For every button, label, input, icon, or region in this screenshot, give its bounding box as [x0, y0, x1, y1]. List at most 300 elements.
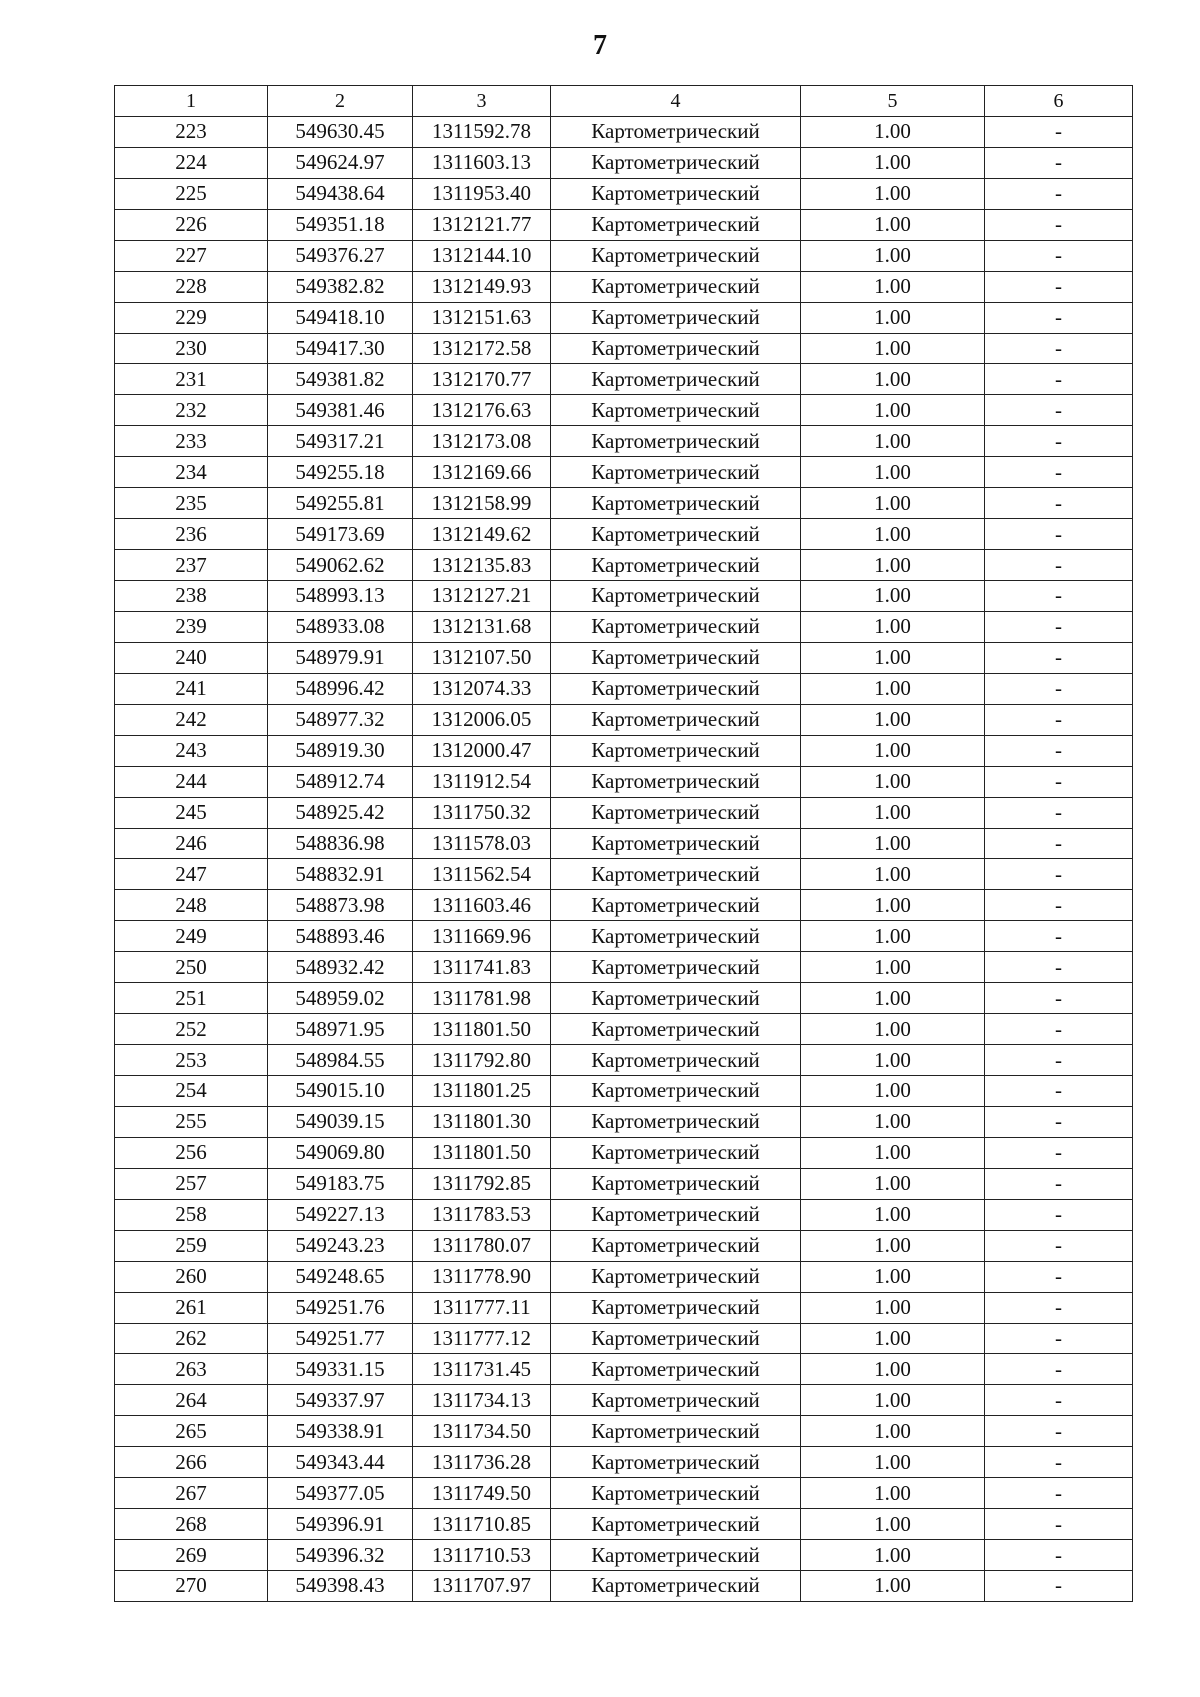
- table-row: [115, 426, 1133, 457]
- cell-point-number: 227: [115, 240, 268, 271]
- table-row: [115, 1478, 1133, 1509]
- table-row: [115, 1323, 1133, 1354]
- cell-x-coordinate: 549624.97: [268, 147, 413, 178]
- cell-method: Картометрический: [551, 209, 801, 240]
- table-row: [115, 147, 1133, 178]
- cell-note: -: [985, 426, 1133, 457]
- cell-x-coordinate: 549382.82: [268, 271, 413, 302]
- cell-accuracy: 1.00: [801, 983, 985, 1014]
- cell-method: Картометрический: [551, 1416, 801, 1447]
- cell-method: Картометрический: [551, 550, 801, 581]
- cell-accuracy: 1.00: [801, 921, 985, 952]
- cell-x-coordinate: 549396.91: [268, 1509, 413, 1540]
- table-row: [115, 611, 1133, 642]
- cell-x-coordinate: 549015.10: [268, 1076, 413, 1107]
- cell-x-coordinate: 548996.42: [268, 673, 413, 704]
- table-row: [115, 952, 1133, 983]
- table-row: [115, 550, 1133, 581]
- cell-method: Картометрический: [551, 704, 801, 735]
- cell-accuracy: 1.00: [801, 797, 985, 828]
- cell-y-coordinate: 1311592.78: [413, 116, 551, 147]
- cell-y-coordinate: 1311953.40: [413, 178, 551, 209]
- cell-method: Картометрический: [551, 1292, 801, 1323]
- cell-note: -: [985, 1354, 1133, 1385]
- cell-note: -: [985, 209, 1133, 240]
- cell-method: Картометрический: [551, 519, 801, 550]
- cell-point-number: 230: [115, 333, 268, 364]
- table-row: [115, 1292, 1133, 1323]
- cell-method: Картометрический: [551, 1168, 801, 1199]
- cell-method: Картометрический: [551, 611, 801, 642]
- cell-note: -: [985, 1168, 1133, 1199]
- cell-method: Картометрический: [551, 581, 801, 612]
- cell-point-number: 233: [115, 426, 268, 457]
- cell-point-number: 256: [115, 1137, 268, 1168]
- cell-method: Картометрический: [551, 333, 801, 364]
- cell-method: Картометрический: [551, 426, 801, 457]
- cell-method: Картометрический: [551, 1478, 801, 1509]
- cell-x-coordinate: 549396.32: [268, 1540, 413, 1571]
- table-row: [115, 519, 1133, 550]
- cell-accuracy: 1.00: [801, 302, 985, 333]
- cell-method: Картометрический: [551, 1571, 801, 1602]
- cell-accuracy: 1.00: [801, 735, 985, 766]
- cell-method: Картометрический: [551, 1509, 801, 1540]
- table-row: [115, 673, 1133, 704]
- cell-point-number: 249: [115, 921, 268, 952]
- cell-method: Картометрический: [551, 457, 801, 488]
- cell-point-number: 250: [115, 952, 268, 983]
- cell-method: Картометрический: [551, 1385, 801, 1416]
- cell-y-coordinate: 1312131.68: [413, 611, 551, 642]
- cell-point-number: 226: [115, 209, 268, 240]
- column-header-5: 5: [801, 86, 985, 117]
- cell-accuracy: 1.00: [801, 209, 985, 240]
- cell-note: -: [985, 1199, 1133, 1230]
- table-row: [115, 333, 1133, 364]
- table-row: [115, 1137, 1133, 1168]
- cell-accuracy: 1.00: [801, 550, 985, 581]
- table-row: [115, 735, 1133, 766]
- cell-note: -: [985, 890, 1133, 921]
- cell-y-coordinate: 1312107.50: [413, 642, 551, 673]
- cell-accuracy: 1.00: [801, 1478, 985, 1509]
- cell-note: -: [985, 147, 1133, 178]
- cell-point-number: 261: [115, 1292, 268, 1323]
- cell-note: -: [985, 704, 1133, 735]
- cell-x-coordinate: 548979.91: [268, 642, 413, 673]
- table-header: [115, 86, 1133, 117]
- cell-x-coordinate: 549418.10: [268, 302, 413, 333]
- table-row: [115, 1385, 1133, 1416]
- cell-x-coordinate: 549438.64: [268, 178, 413, 209]
- cell-y-coordinate: 1311912.54: [413, 766, 551, 797]
- cell-method: Картометрический: [551, 240, 801, 271]
- cell-x-coordinate: 549381.82: [268, 364, 413, 395]
- cell-point-number: 259: [115, 1230, 268, 1261]
- cell-note: -: [985, 178, 1133, 209]
- cell-point-number: 235: [115, 488, 268, 519]
- cell-note: -: [985, 859, 1133, 890]
- cell-y-coordinate: 1312135.83: [413, 550, 551, 581]
- cell-point-number: 251: [115, 983, 268, 1014]
- table-row: [115, 1416, 1133, 1447]
- cell-y-coordinate: 1312170.77: [413, 364, 551, 395]
- cell-point-number: 228: [115, 271, 268, 302]
- table-row: [115, 1014, 1133, 1045]
- table-row: [115, 766, 1133, 797]
- cell-note: -: [985, 952, 1133, 983]
- cell-x-coordinate: 548971.95: [268, 1014, 413, 1045]
- cell-method: Картометрический: [551, 147, 801, 178]
- cell-y-coordinate: 1311562.54: [413, 859, 551, 890]
- table-row: [115, 395, 1133, 426]
- cell-note: -: [985, 673, 1133, 704]
- cell-note: -: [985, 611, 1133, 642]
- cell-x-coordinate: 548925.42: [268, 797, 413, 828]
- cell-y-coordinate: 1311578.03: [413, 828, 551, 859]
- cell-accuracy: 1.00: [801, 1509, 985, 1540]
- cell-point-number: 242: [115, 704, 268, 735]
- cell-x-coordinate: 548932.42: [268, 952, 413, 983]
- cell-point-number: 237: [115, 550, 268, 581]
- column-header-1: 1: [115, 86, 268, 117]
- cell-note: -: [985, 395, 1133, 426]
- cell-y-coordinate: 1311707.97: [413, 1571, 551, 1602]
- cell-accuracy: 1.00: [801, 333, 985, 364]
- cell-accuracy: 1.00: [801, 1354, 985, 1385]
- cell-point-number: 253: [115, 1045, 268, 1076]
- cell-point-number: 232: [115, 395, 268, 426]
- cell-y-coordinate: 1311750.32: [413, 797, 551, 828]
- cell-y-coordinate: 1311710.53: [413, 1540, 551, 1571]
- cell-accuracy: 1.00: [801, 1540, 985, 1571]
- cell-y-coordinate: 1311783.53: [413, 1199, 551, 1230]
- column-header-3: 3: [413, 86, 551, 117]
- cell-accuracy: 1.00: [801, 364, 985, 395]
- cell-method: Картометрический: [551, 1137, 801, 1168]
- cell-accuracy: 1.00: [801, 1416, 985, 1447]
- table-row: [115, 890, 1133, 921]
- cell-x-coordinate: 549255.81: [268, 488, 413, 519]
- cell-y-coordinate: 1311734.13: [413, 1385, 551, 1416]
- cell-note: -: [985, 983, 1133, 1014]
- table-row: [115, 581, 1133, 612]
- cell-x-coordinate: 549398.43: [268, 1571, 413, 1602]
- table-row: [115, 364, 1133, 395]
- cell-point-number: 270: [115, 1571, 268, 1602]
- table-row: [115, 704, 1133, 735]
- cell-method: Картометрический: [551, 1106, 801, 1137]
- table-row: [115, 240, 1133, 271]
- cell-point-number: 263: [115, 1354, 268, 1385]
- cell-point-number: 254: [115, 1076, 268, 1107]
- cell-note: -: [985, 457, 1133, 488]
- cell-note: -: [985, 1323, 1133, 1354]
- cell-method: Картометрический: [551, 1199, 801, 1230]
- cell-accuracy: 1.00: [801, 611, 985, 642]
- cell-note: -: [985, 1571, 1133, 1602]
- cell-point-number: 224: [115, 147, 268, 178]
- table-row: [115, 1261, 1133, 1292]
- cell-accuracy: 1.00: [801, 1168, 985, 1199]
- cell-y-coordinate: 1312172.58: [413, 333, 551, 364]
- cell-note: -: [985, 364, 1133, 395]
- cell-accuracy: 1.00: [801, 240, 985, 271]
- cell-x-coordinate: 549337.97: [268, 1385, 413, 1416]
- cell-accuracy: 1.00: [801, 178, 985, 209]
- cell-y-coordinate: 1311603.46: [413, 890, 551, 921]
- cell-note: -: [985, 828, 1133, 859]
- cell-method: Картометрический: [551, 364, 801, 395]
- header-row: [115, 86, 1133, 117]
- cell-y-coordinate: 1311777.11: [413, 1292, 551, 1323]
- cell-x-coordinate: 548893.46: [268, 921, 413, 952]
- cell-point-number: 268: [115, 1509, 268, 1540]
- cell-accuracy: 1.00: [801, 1447, 985, 1478]
- cell-accuracy: 1.00: [801, 704, 985, 735]
- cell-x-coordinate: 548959.02: [268, 983, 413, 1014]
- cell-y-coordinate: 1311777.12: [413, 1323, 551, 1354]
- cell-accuracy: 1.00: [801, 766, 985, 797]
- cell-point-number: 247: [115, 859, 268, 890]
- cell-point-number: 255: [115, 1106, 268, 1137]
- cell-note: -: [985, 240, 1133, 271]
- column-header-2: 2: [268, 86, 413, 117]
- cell-method: Картометрический: [551, 642, 801, 673]
- table-row: [115, 983, 1133, 1014]
- table-row: [115, 1447, 1133, 1478]
- cell-x-coordinate: 549251.77: [268, 1323, 413, 1354]
- cell-note: -: [985, 581, 1133, 612]
- table-row: [115, 1230, 1133, 1261]
- cell-method: Картометрический: [551, 302, 801, 333]
- cell-accuracy: 1.00: [801, 426, 985, 457]
- cell-y-coordinate: 1311780.07: [413, 1230, 551, 1261]
- cell-point-number: 236: [115, 519, 268, 550]
- cell-note: -: [985, 735, 1133, 766]
- cell-accuracy: 1.00: [801, 673, 985, 704]
- cell-method: Картометрический: [551, 178, 801, 209]
- cell-y-coordinate: 1312173.08: [413, 426, 551, 457]
- cell-point-number: 240: [115, 642, 268, 673]
- cell-x-coordinate: 548919.30: [268, 735, 413, 766]
- cell-x-coordinate: 549062.62: [268, 550, 413, 581]
- table-row: [115, 302, 1133, 333]
- cell-accuracy: 1.00: [801, 581, 985, 612]
- cell-note: -: [985, 1076, 1133, 1107]
- cell-point-number: 241: [115, 673, 268, 704]
- cell-method: Картометрический: [551, 1323, 801, 1354]
- cell-note: -: [985, 1137, 1133, 1168]
- cell-note: -: [985, 302, 1133, 333]
- table-row: [115, 178, 1133, 209]
- cell-y-coordinate: 1311669.96: [413, 921, 551, 952]
- cell-point-number: 252: [115, 1014, 268, 1045]
- cell-x-coordinate: 549255.18: [268, 457, 413, 488]
- cell-y-coordinate: 1312158.99: [413, 488, 551, 519]
- cell-x-coordinate: 549338.91: [268, 1416, 413, 1447]
- cell-x-coordinate: 549331.15: [268, 1354, 413, 1385]
- cell-x-coordinate: 549248.65: [268, 1261, 413, 1292]
- cell-x-coordinate: 549376.27: [268, 240, 413, 271]
- cell-method: Картометрический: [551, 488, 801, 519]
- cell-x-coordinate: 548984.55: [268, 1045, 413, 1076]
- cell-note: -: [985, 1014, 1133, 1045]
- cell-accuracy: 1.00: [801, 116, 985, 147]
- cell-x-coordinate: 549343.44: [268, 1447, 413, 1478]
- cell-accuracy: 1.00: [801, 1199, 985, 1230]
- cell-point-number: 264: [115, 1385, 268, 1416]
- coordinates-table: [114, 85, 1133, 1602]
- cell-point-number: 248: [115, 890, 268, 921]
- cell-method: Картометрический: [551, 952, 801, 983]
- table-row: [115, 1354, 1133, 1385]
- cell-point-number: 266: [115, 1447, 268, 1478]
- cell-point-number: 225: [115, 178, 268, 209]
- cell-point-number: 231: [115, 364, 268, 395]
- cell-accuracy: 1.00: [801, 1385, 985, 1416]
- cell-point-number: 267: [115, 1478, 268, 1509]
- cell-x-coordinate: 549183.75: [268, 1168, 413, 1199]
- cell-note: -: [985, 1292, 1133, 1323]
- cell-y-coordinate: 1311736.28: [413, 1447, 551, 1478]
- table-row: [115, 1571, 1133, 1602]
- table-row: [115, 1045, 1133, 1076]
- cell-y-coordinate: 1312000.47: [413, 735, 551, 766]
- cell-accuracy: 1.00: [801, 1137, 985, 1168]
- cell-accuracy: 1.00: [801, 828, 985, 859]
- cell-note: -: [985, 333, 1133, 364]
- cell-y-coordinate: 1311731.45: [413, 1354, 551, 1385]
- cell-method: Картометрический: [551, 766, 801, 797]
- table-row: [115, 1540, 1133, 1571]
- table-row: [115, 488, 1133, 519]
- cell-method: Картометрический: [551, 1354, 801, 1385]
- cell-note: -: [985, 766, 1133, 797]
- cell-x-coordinate: 549381.46: [268, 395, 413, 426]
- cell-note: -: [985, 1509, 1133, 1540]
- cell-point-number: 262: [115, 1323, 268, 1354]
- cell-y-coordinate: 1312149.62: [413, 519, 551, 550]
- cell-point-number: 258: [115, 1199, 268, 1230]
- cell-note: -: [985, 519, 1133, 550]
- cell-note: -: [985, 921, 1133, 952]
- cell-y-coordinate: 1311603.13: [413, 147, 551, 178]
- cell-note: -: [985, 1106, 1133, 1137]
- cell-accuracy: 1.00: [801, 1045, 985, 1076]
- cell-note: -: [985, 116, 1133, 147]
- cell-method: Картометрический: [551, 983, 801, 1014]
- cell-method: Картометрический: [551, 921, 801, 952]
- cell-y-coordinate: 1312149.93: [413, 271, 551, 302]
- cell-note: -: [985, 1261, 1133, 1292]
- cell-x-coordinate: 548832.91: [268, 859, 413, 890]
- cell-y-coordinate: 1312127.21: [413, 581, 551, 612]
- cell-method: Картометрический: [551, 271, 801, 302]
- cell-point-number: 243: [115, 735, 268, 766]
- cell-y-coordinate: 1312121.77: [413, 209, 551, 240]
- cell-method: Картометрический: [551, 1045, 801, 1076]
- cell-y-coordinate: 1311801.50: [413, 1014, 551, 1045]
- cell-note: -: [985, 1230, 1133, 1261]
- cell-x-coordinate: 549351.18: [268, 209, 413, 240]
- table-row: [115, 457, 1133, 488]
- cell-method: Картометрический: [551, 1014, 801, 1045]
- cell-y-coordinate: 1312176.63: [413, 395, 551, 426]
- cell-note: -: [985, 797, 1133, 828]
- cell-method: Картометрический: [551, 673, 801, 704]
- page-number: 7: [593, 30, 607, 61]
- table-row: [115, 859, 1133, 890]
- cell-note: -: [985, 1045, 1133, 1076]
- cell-accuracy: 1.00: [801, 271, 985, 302]
- cell-x-coordinate: 549377.05: [268, 1478, 413, 1509]
- cell-y-coordinate: 1312169.66: [413, 457, 551, 488]
- table-row: [115, 271, 1133, 302]
- cell-y-coordinate: 1311778.90: [413, 1261, 551, 1292]
- cell-note: -: [985, 271, 1133, 302]
- table-row: [115, 1076, 1133, 1107]
- table-row: [115, 1509, 1133, 1540]
- table-body: [115, 116, 1133, 1601]
- cell-accuracy: 1.00: [801, 1106, 985, 1137]
- cell-accuracy: 1.00: [801, 519, 985, 550]
- cell-y-coordinate: 1311710.85: [413, 1509, 551, 1540]
- cell-x-coordinate: 549039.15: [268, 1106, 413, 1137]
- cell-accuracy: 1.00: [801, 147, 985, 178]
- cell-point-number: 238: [115, 581, 268, 612]
- cell-x-coordinate: 549630.45: [268, 116, 413, 147]
- cell-x-coordinate: 548873.98: [268, 890, 413, 921]
- cell-y-coordinate: 1311801.30: [413, 1106, 551, 1137]
- cell-accuracy: 1.00: [801, 1014, 985, 1045]
- cell-y-coordinate: 1311741.83: [413, 952, 551, 983]
- cell-x-coordinate: 548993.13: [268, 581, 413, 612]
- cell-accuracy: 1.00: [801, 1292, 985, 1323]
- cell-note: -: [985, 1478, 1133, 1509]
- cell-method: Картометрический: [551, 859, 801, 890]
- table-row: [115, 921, 1133, 952]
- cell-y-coordinate: 1311734.50: [413, 1416, 551, 1447]
- cell-y-coordinate: 1311801.50: [413, 1137, 551, 1168]
- cell-method: Картометрический: [551, 116, 801, 147]
- cell-accuracy: 1.00: [801, 859, 985, 890]
- table-row: [115, 116, 1133, 147]
- cell-x-coordinate: 549251.76: [268, 1292, 413, 1323]
- cell-x-coordinate: 548912.74: [268, 766, 413, 797]
- table-row: [115, 828, 1133, 859]
- cell-note: -: [985, 642, 1133, 673]
- cell-point-number: 260: [115, 1261, 268, 1292]
- cell-x-coordinate: 548836.98: [268, 828, 413, 859]
- cell-method: Картометрический: [551, 1540, 801, 1571]
- cell-x-coordinate: 549317.21: [268, 426, 413, 457]
- column-header-4: 4: [551, 86, 801, 117]
- cell-method: Картометрический: [551, 890, 801, 921]
- table-row: [115, 1106, 1133, 1137]
- column-header-6: 6: [985, 86, 1133, 117]
- cell-y-coordinate: 1311781.98: [413, 983, 551, 1014]
- cell-method: Картометрический: [551, 735, 801, 766]
- cell-y-coordinate: 1312006.05: [413, 704, 551, 735]
- cell-method: Картометрический: [551, 1261, 801, 1292]
- cell-accuracy: 1.00: [801, 457, 985, 488]
- cell-note: -: [985, 1540, 1133, 1571]
- cell-point-number: 246: [115, 828, 268, 859]
- cell-point-number: 269: [115, 1540, 268, 1571]
- cell-method: Картометрический: [551, 828, 801, 859]
